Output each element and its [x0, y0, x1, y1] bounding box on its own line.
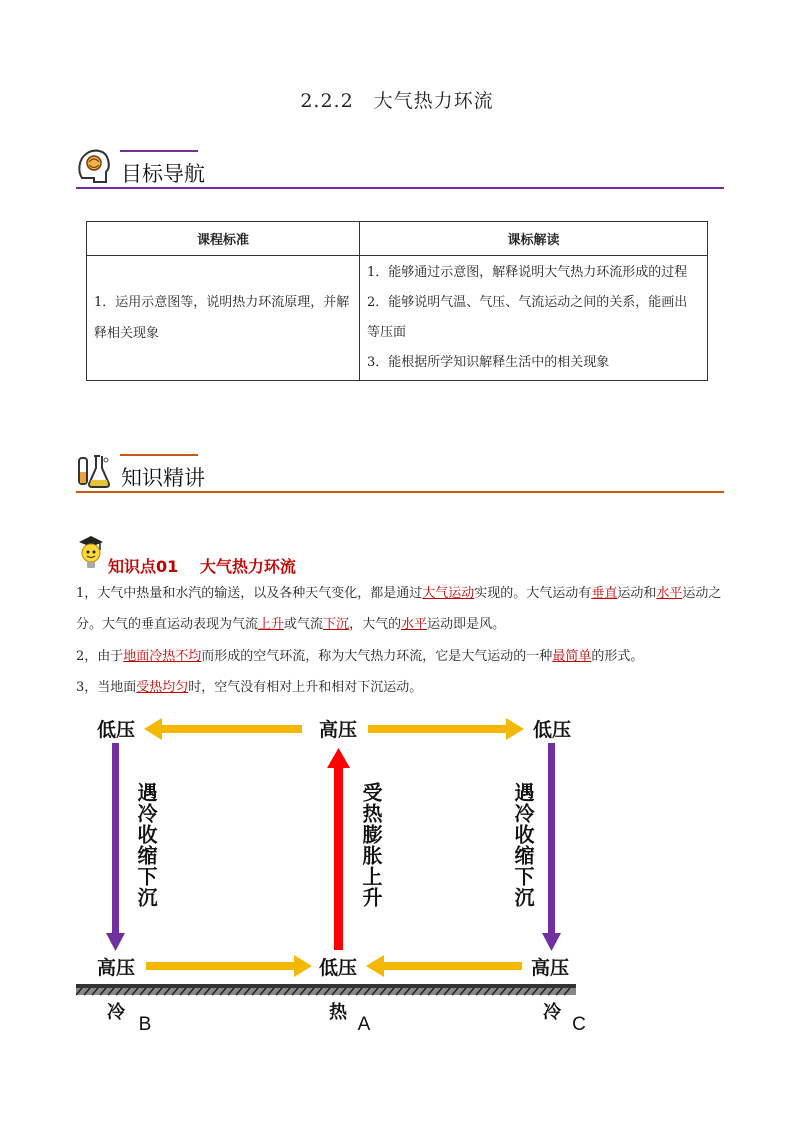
text: 2，由于	[76, 649, 124, 664]
lab-flask-icon	[76, 452, 112, 490]
text: ，大气的	[349, 617, 402, 632]
point-label-c: C	[572, 1014, 586, 1035]
knowledge-point-title: 知识点01 大气热力环流	[108, 557, 296, 576]
table-header-standard: 课程标准	[87, 222, 360, 256]
section-knowledge-header	[76, 452, 724, 492]
ground-label-center: 热	[329, 1002, 347, 1023]
section-goal-title: 目标导航	[121, 162, 205, 186]
text: 的形式。	[591, 649, 644, 664]
head-brain-icon	[76, 148, 112, 186]
ground-label-right: 冷	[543, 1002, 561, 1023]
pressure-label-bottom-right: 高压	[530, 957, 570, 979]
answer-blank: 垂直	[591, 586, 618, 601]
paragraph-1	[76, 578, 726, 640]
knowledge-point-heading	[76, 534, 724, 574]
arrow-top-right	[368, 718, 524, 740]
interpretation-item: 2．能够说明气温、气压、气流运动之间的关系，能画出等压面	[367, 295, 688, 340]
answer-blank: 地面冷热不均	[123, 649, 202, 664]
ground-label-left: 冷	[107, 1002, 125, 1023]
interpretation-item: 1．能够通过示意图，解释说明大气热力环流形成的过程	[367, 265, 688, 280]
text: 1，大气中热量和水汽的输送，以及各种天气变化，都是通过	[76, 586, 423, 601]
section-knowledge-title: 知识精讲	[121, 466, 205, 490]
section-goal-rule	[76, 187, 724, 189]
pressure-label-bottom-left: 高压	[96, 957, 136, 979]
text: 3，当地面	[76, 680, 137, 695]
text: 运动之分。大气的垂直运动表现为气流	[76, 586, 722, 632]
answer-blank: 水平	[401, 617, 428, 632]
label-right-sinking: 遇冷收缩下沉	[511, 782, 535, 908]
pressure-label-top-left: 低压	[96, 719, 136, 741]
paragraph-3	[76, 672, 726, 703]
curriculum-table	[86, 221, 708, 381]
ground-surface	[76, 984, 576, 995]
pressure-label-top-right: 低压	[532, 719, 572, 741]
arrow-descending-right	[542, 743, 561, 951]
text: 时，空气没有相对上升和相对下沉运动。	[188, 680, 423, 695]
section-knowledge-rule	[76, 491, 724, 493]
table-cell-standard: 1．运用示意图等，说明热力环流原理，并解释相关现象	[87, 256, 360, 381]
answer-blank: 受热均匀	[136, 680, 189, 695]
text: 运动和	[617, 586, 657, 601]
paragraph-2	[76, 641, 726, 672]
arrow-bottom-left	[146, 955, 312, 977]
arrow-bottom-right	[366, 955, 522, 977]
table-cell-interpretations	[360, 256, 708, 381]
arrow-descending-left	[106, 743, 125, 951]
text: 运动即是风。	[427, 617, 506, 632]
pressure-label-bottom-center: 低压	[318, 957, 358, 979]
section-goal-header	[76, 148, 724, 188]
text: 实现的。大气运动有	[474, 586, 592, 601]
table-header-interpretation: 课标解读	[360, 222, 708, 256]
pressure-label-top-center: 高压	[318, 719, 358, 741]
answer-blank: 水平	[656, 586, 683, 601]
answer-blank: 大气运动	[422, 586, 475, 601]
interpretation-item: 3．能根据所学知识解释生活中的相关现象	[367, 355, 610, 370]
label-left-sinking: 遇冷收缩下沉	[134, 782, 158, 908]
graduate-bulb-icon	[76, 534, 106, 572]
page-title: 2.2.2 大气热力环流	[300, 90, 494, 112]
text: 或气流	[284, 617, 324, 632]
label-center-rising: 受热膨胀上升	[359, 782, 383, 908]
answer-blank: 下沉	[323, 617, 350, 632]
arrow-ascending-center	[327, 748, 350, 950]
answer-blank: 上升	[258, 617, 285, 632]
text: 而形成的空气环流，称为大气热力环流，它是大气运动的一种	[201, 649, 553, 664]
thermal-circulation-diagram	[76, 712, 596, 1042]
arrow-top-left	[144, 718, 302, 740]
point-label-b: B	[138, 1014, 152, 1035]
answer-blank: 最简单	[552, 649, 592, 664]
point-label-a: A	[357, 1014, 371, 1035]
